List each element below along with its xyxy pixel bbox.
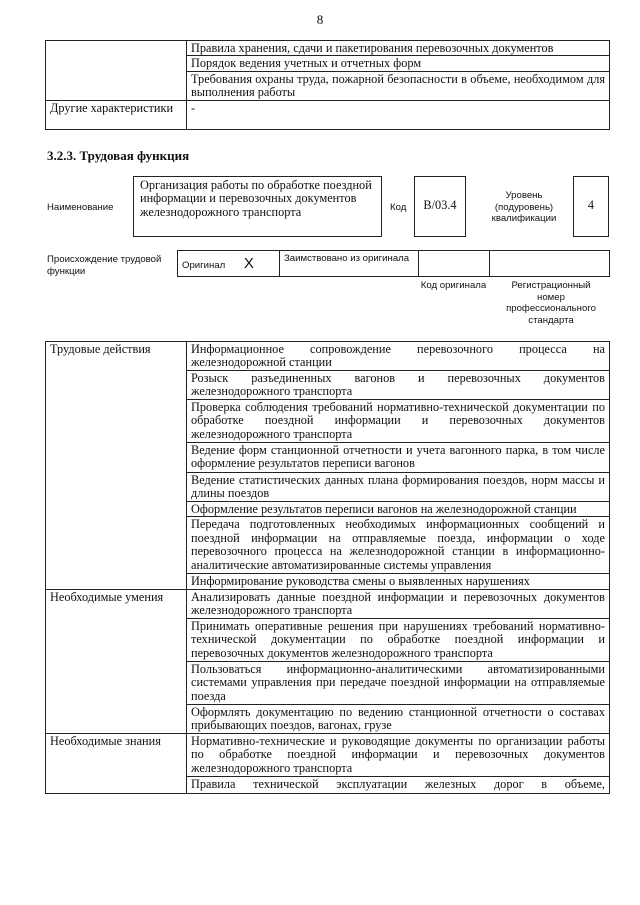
level-value: 4 [587,198,595,212]
top-table-item: Порядок ведения учетных и отчетных форм [187,56,610,71]
skill-item: Оформлять документацию по ведению станционной отчетности о составах прибывающих поездов, вагонах, грузе [187,704,610,733]
top-table-item: Правила хранения, сдачи и пакетирования перевозочных документов [187,41,610,56]
code-label: Код [390,202,407,213]
code-caption: Код оригинала [420,280,487,291]
labor-action-item: Передача подготовленных необходимых информационных сообщений и поездной информации на отправляемые поезда, информации о ходе перевозочного процесса на железнодорожной станции в информационно-аналитические автоматизированные системы управления [187,517,610,574]
original-label: Оригинал [182,260,226,271]
required-knowledge-label: Необходимые знания [46,733,187,793]
labor-action-item: Розыск разъединенных вагонов и перевозочных документов железнодорожного транспорта [187,371,610,400]
other-characteristics-value: - [187,100,610,129]
code-box [414,176,466,237]
original-code-cell [419,251,490,277]
knowledge-item: Нормативно-технические и руководящие документы по организации работы по обработке поездной информации и перевозочных документов железнодорожного транспорта [187,733,610,776]
original-cell [178,251,280,277]
labor-action-item: Проверка соблюдения требований нормативно-технической документации по обработке поездной информации и перевозочных документов железнодорожного транспорта [187,400,610,443]
required-skills-label: Необходимые умения [46,589,187,733]
origin-table [177,250,610,277]
origin-label: Происхождение трудовой функции [47,254,162,277]
top-table [45,40,610,130]
function-name-box [133,176,382,237]
skill-item: Пользоваться информационно-аналитическими автоматизированными системами управления при передаче поездной информации на отправляемые поезда [187,661,610,704]
labor-action-item: Информирование руководства смены о выявленных нарушениях [187,574,610,589]
level-label: Уровень (подуровень) квалификации [491,190,557,224]
other-characteristics-label: Другие характеристики [46,100,187,129]
labor-actions-label: Трудовые действия [46,342,187,590]
function-name-value: Организация работы по обработке поездной информации и перевозочных документов железнодорожного транспорта [140,178,372,219]
name-label: Наименование [47,202,114,213]
main-table [45,341,610,794]
top-table-item: Требования охраны труда, пожарной безопасности в объеме, необходимом для выполнения работы [187,71,610,100]
skill-item: Анализировать данные поездной информации и перевозочных документов железнодорожного транспорта [187,589,610,618]
knowledge-item: Правила технической эксплуатации железных дорог в объеме, [187,776,610,793]
original-mark: X [243,255,254,272]
skill-item: Принимать оперативные решения при нарушениях требований нормативно-технической документации по обработке поездной информации и перевозочных документов железнодорожного транспорта [187,618,610,661]
level-box [573,176,609,237]
borrowed-cell [280,251,419,277]
labor-action-item: Ведение статистических данных плана формирования поездов, норм массы и длины поездов [187,473,610,502]
labor-action-item: Ведение форм станционной отчетности и учета вагонного парка, в том числе оформление результатов переписи вагонов [187,443,610,473]
borrowed-label: Заимствовано из оригинала [284,253,410,264]
code-value: В/03.4 [423,198,457,212]
registration-number-cell [490,251,610,277]
top-table-empty-label [46,41,187,101]
labor-action-item: Информационное сопровождение перевозочного процесса на железнодорожной станции [187,342,610,371]
registration-caption: Регистрационный номер профессионального стандарта [506,280,596,326]
page-number: 8 [316,12,324,27]
labor-action-item: Оформление результатов переписи вагонов на железнодорожной станции [187,502,610,517]
section-title: 3.2.3. Трудовая функция [47,148,190,163]
